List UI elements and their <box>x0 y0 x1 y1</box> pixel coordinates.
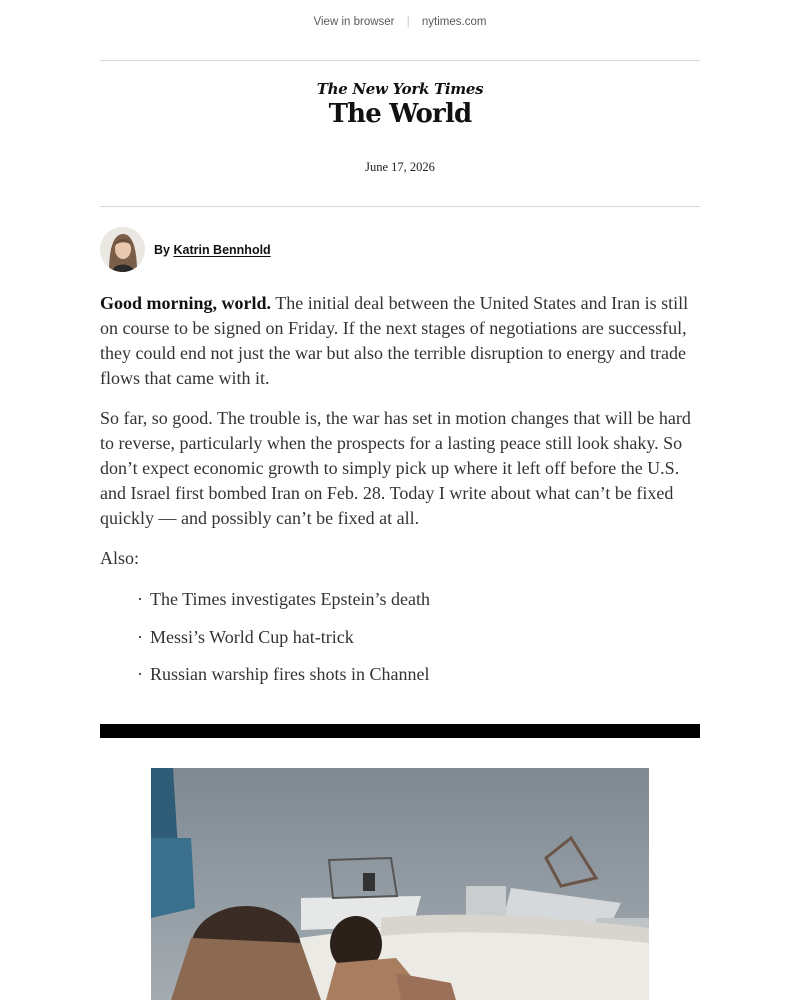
author-avatar[interactable] <box>100 227 145 272</box>
list-item[interactable] <box>100 662 700 687</box>
publication-logo[interactable]: The New York Times <box>316 80 484 98</box>
list-item-text: Russian warship fires shots in Channel <box>150 664 430 684</box>
link-separator: | <box>406 16 410 28</box>
masthead <box>0 80 800 129</box>
top-links <box>0 16 800 28</box>
section-divider-bar <box>100 724 700 738</box>
newsletter-date: June 17, 2026 <box>365 160 435 174</box>
list-item[interactable] <box>100 587 700 612</box>
also-list <box>100 587 700 687</box>
list-item[interactable] <box>100 625 700 650</box>
author-photo-icon <box>100 227 145 272</box>
bullet-icon: · <box>137 664 143 684</box>
byline-prefix: By <box>154 242 170 257</box>
view-in-browser-link[interactable]: View in browser <box>313 16 395 28</box>
lead-text: The initial deal between the United States and Iran is still on course to be signed on Friday. If the next stages of negotiations are successful, they could end not just the war but also the terrible disruption to energy and trade flows that came with it. <box>100 293 689 388</box>
lead-photo[interactable] <box>151 768 649 1000</box>
lead-greeting: Good morning, world. <box>100 293 272 313</box>
also-label: Also: <box>100 548 140 568</box>
bullet-icon: · <box>137 589 143 609</box>
list-item-text: The Times investigates Epstein’s death <box>150 589 430 609</box>
nytimes-link[interactable]: nytimes.com <box>421 16 487 28</box>
byline-text <box>154 243 271 257</box>
list-item-text: Messi’s World Cup hat-trick <box>150 626 354 647</box>
masthead-divider <box>100 206 700 207</box>
second-paragraph: So far, so good. The trouble is, the war has set in motion changes that will be hard to reverse, particularly when the prospects for a lasting peace still look shaky. So don’t expect economic growth to simply pick up where it left off before the U.S. and Israel first bombed Iran on Feb. 28. Today I write about what can’t be fixed quickly — and possibly can’t be fixed at all. <box>100 408 691 528</box>
author-link[interactable]: Katrin Bennhold <box>173 242 271 257</box>
lead-paragraph <box>100 291 700 391</box>
newsletter-title: The World <box>328 99 472 129</box>
bullet-icon: · <box>137 626 143 647</box>
top-divider <box>100 60 700 61</box>
harbor-photo-icon <box>151 768 649 1000</box>
byline <box>100 227 271 272</box>
article-body <box>100 291 700 700</box>
